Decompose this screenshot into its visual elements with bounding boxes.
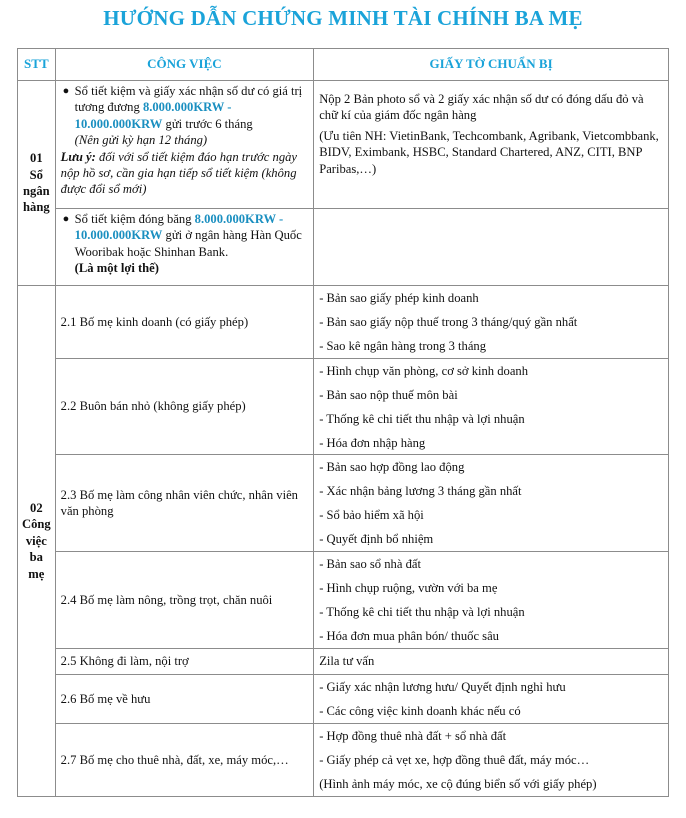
stt-label: Công: [21, 517, 51, 532]
guide-table: [17, 48, 669, 797]
text: gửi trước 6 tháng: [165, 116, 253, 131]
stt-label: ba: [29, 550, 43, 565]
docs-text: Nộp 2 Bản photo sổ và 2 giấy xác nhận số dư có đóng dấu đỏ và chữ kí của giám đốc ngân hàng: [319, 92, 644, 123]
stt-label: hàng: [23, 200, 50, 215]
docs-item: - Sổ bảo hiểm xã hội: [319, 508, 424, 522]
table-row: [18, 675, 669, 724]
text: Sổ tiết kiệm đóng băng: [74, 212, 192, 226]
table-row: [18, 81, 669, 209]
stt-label: Sổ: [29, 167, 43, 182]
table-row: [18, 209, 669, 286]
job-cell: 2.2 Buôn bán nhỏ (không giấy phép): [55, 359, 314, 455]
stt-cell-jobs: [18, 286, 56, 797]
amount-highlight: 8.000.000KRW - 10.000.000KRW: [74, 100, 232, 131]
docs-item: - Hình chụp văn phòng, cơ sở kinh doanh: [319, 363, 529, 378]
header-docs: GIẤY TỜ CHUẨN BỊ: [314, 49, 669, 81]
bullet-icon: ●: [62, 85, 70, 97]
stt-number: 01: [30, 151, 43, 166]
text: gửi ở ngân hàng Hàn Quốc Wooribak hoặc Shinhan Bank.: [74, 228, 302, 259]
docs-item: - Quyết định bổ nhiệm: [319, 532, 434, 546]
docs-item: - Giấy xác nhận lương hưu/ Quyết định nghỉ hưu: [319, 680, 566, 694]
caution-label: Lưu ý:: [60, 149, 96, 164]
job-cell: 2.6 Bố mẹ về hưu: [55, 675, 314, 724]
list-item: [61, 83, 309, 149]
docs-item: - Thống kê chi tiết thu nhập và lợi nhuận: [319, 411, 525, 426]
docs-item: - Hợp đồng thuê nhà đất + sổ nhà đất: [319, 729, 507, 743]
stt-number: 02: [30, 500, 43, 515]
docs-item: - Bản sao giấy phép kinh doanh: [319, 291, 479, 305]
docs-item: - Hóa đơn nhập hàng: [319, 435, 426, 450]
docs-item: - Bản sao giấy nộp thuế trong 3 tháng/quý gần nhất: [319, 315, 578, 329]
job-cell: [55, 81, 314, 209]
table-row: [18, 286, 669, 359]
docs-cell: [314, 455, 669, 552]
docs-cell: [314, 675, 669, 724]
docs-item: (Hình ảnh máy móc, xe cộ đúng biển số với giấy phép): [319, 777, 597, 791]
docs-item: - Bản sao nộp thuế môn bài: [319, 387, 458, 402]
job-cell: 2.1 Bố mẹ kinh doanh (có giấy phép): [55, 286, 314, 359]
docs-cell: [314, 81, 669, 209]
docs-cell: Zila tư vấn: [314, 649, 669, 675]
job-cell: 2.7 Bố mẹ cho thuê nhà, đất, xe, máy móc,…: [55, 724, 314, 797]
table-row: [18, 552, 669, 649]
docs-item: - Giấy phép cả vẹt xe, hợp đồng thuê đất, máy móc…: [319, 753, 590, 767]
job-cell: [55, 209, 314, 286]
text: Sổ tiết kiệm và giấy xác nhận số dư có giá trị tương đương: [74, 84, 303, 115]
advantage-note: (Là một lợi thế): [74, 261, 159, 276]
stt-label: mẹ: [28, 566, 45, 581]
table-row: [18, 455, 669, 552]
header-job: CÔNG VIỆC: [55, 49, 314, 81]
table-row: [18, 724, 669, 797]
page-title: HƯỚNG DẪN CHỨNG MINH TÀI CHÍNH BA MẸ: [103, 6, 583, 30]
docs-cell: [314, 286, 669, 359]
docs-text: (Ưu tiên NH: VietinBank, Techcombank, Agribank, Vietcombbank, BIDV, Eximbank, HSBC, Standard Chartered, ANZ, CITI, BNP Paribas,…): [319, 128, 659, 176]
bullet-icon: ●: [62, 213, 70, 225]
stt-label: ngân: [23, 184, 50, 198]
table-header-row: [18, 49, 669, 81]
table-row: [18, 359, 669, 455]
docs-item: - Các công việc kinh doanh khác nếu có: [319, 704, 521, 718]
job-cell: 2.4 Bố mẹ làm nông, trồng trọt, chăn nuôi: [55, 552, 314, 649]
table-row: [18, 649, 669, 675]
caution-text: đối với sổ tiết kiệm đáo hạn trước ngày nộp hồ sơ, cần gia hạn tiếp sổ tiết kiệm (không được đổi sổ mới): [60, 149, 298, 197]
docs-item: - Sao kê ngân hàng trong 3 tháng: [319, 339, 487, 353]
amount-highlight: 8.000.000KRW - 10.000.000KRW: [74, 212, 284, 243]
header-stt: STT: [18, 49, 56, 81]
docs-item: - Bản sao hợp đồng lao động: [319, 460, 465, 474]
docs-item: - Xác nhận bảng lương 3 tháng gần nhất: [319, 484, 522, 498]
docs-item: - Hình chụp ruộng, vườn với ba mẹ: [319, 581, 498, 595]
job-cell: 2.5 Không đi làm, nội trợ: [55, 649, 314, 675]
docs-cell: [314, 209, 669, 286]
stt-cell-bank: [18, 81, 56, 286]
job-cell: 2.3 Bố mẹ làm công nhân viên chức, nhân viên văn phòng: [55, 455, 314, 552]
stt-label: việc: [25, 533, 47, 548]
docs-cell: [314, 724, 669, 797]
docs-item: - Hóa đơn mua phân bón/ thuốc sâu: [319, 629, 499, 643]
note: (Nên gửi kỳ hạn 12 tháng): [74, 133, 208, 148]
list-item: [61, 211, 309, 277]
docs-cell: [314, 552, 669, 649]
docs-item: - Bản sao sổ nhà đất: [319, 557, 421, 571]
caution-note: [61, 149, 309, 198]
docs-item: - Thống kê chi tiết thu nhập và lợi nhuận: [319, 605, 525, 619]
docs-cell: [314, 359, 669, 455]
